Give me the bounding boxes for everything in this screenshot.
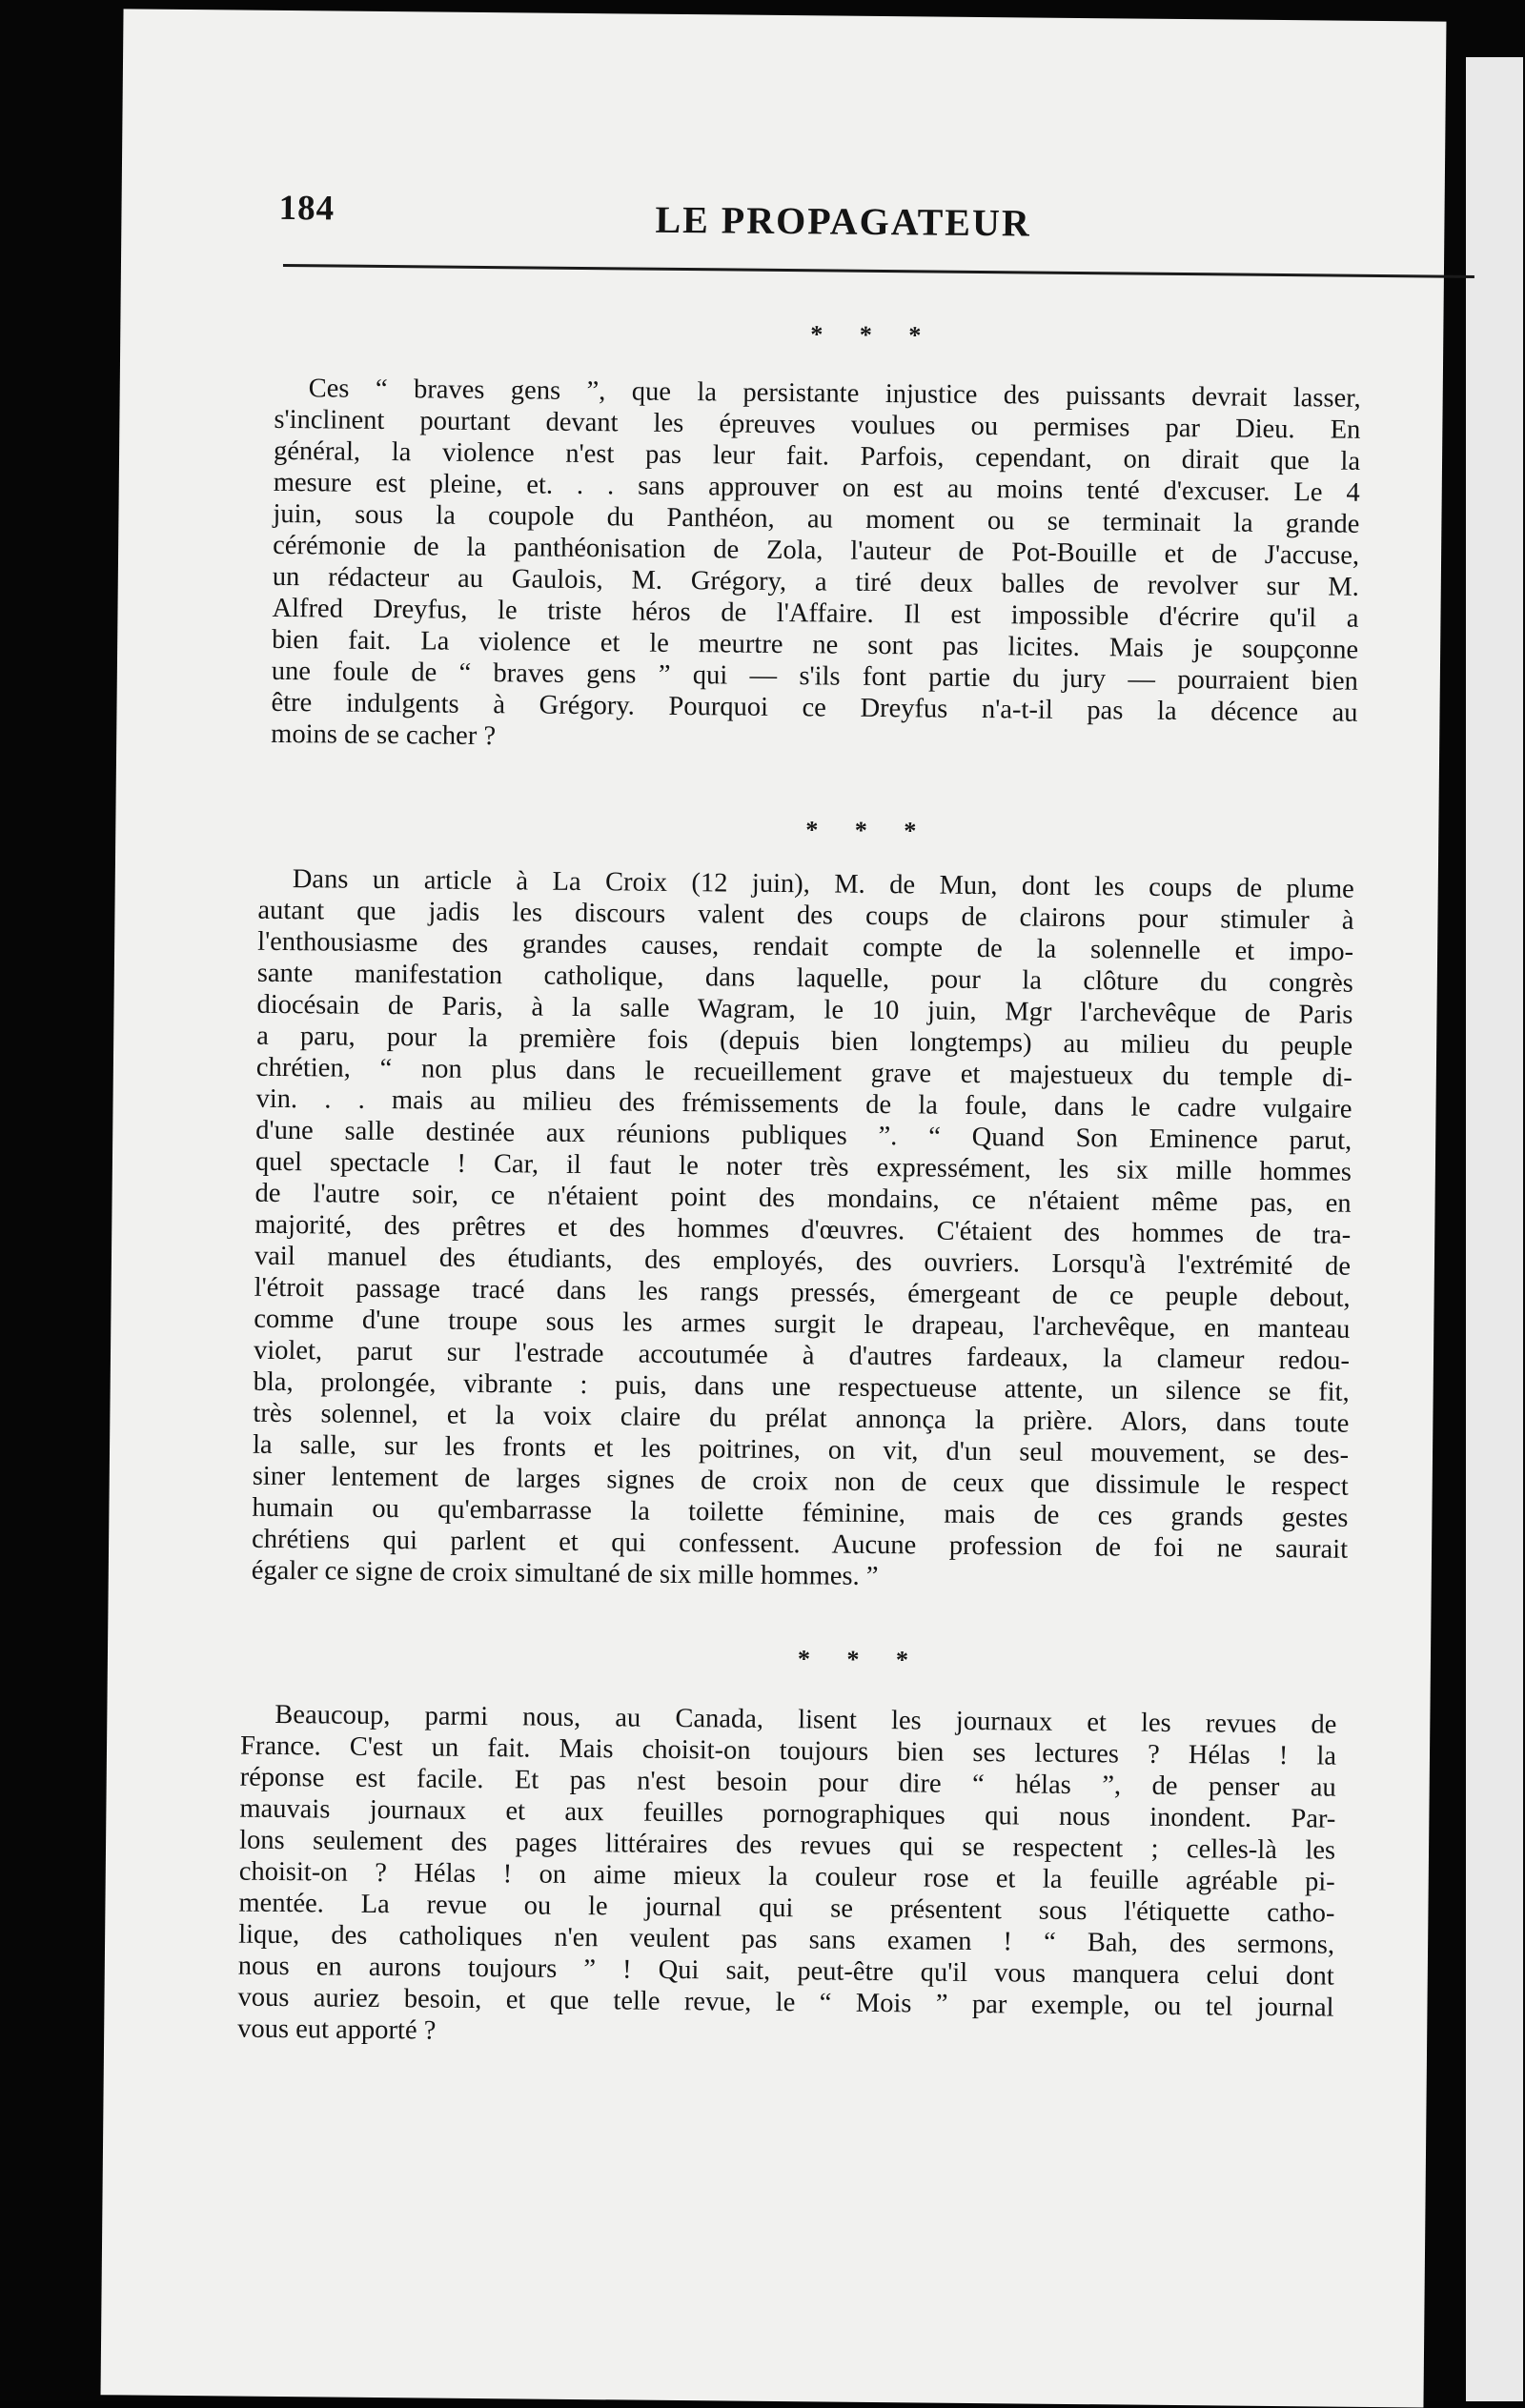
section-separator: * * * (797, 1645, 925, 1674)
text-line: autant que jadis les discours valent des coups de clairons pour stimuler à (257, 895, 1354, 936)
header-rule (283, 264, 1474, 278)
text-line: choisit-on ? Hélas ! on aime mieux la couleur rose et la feuille agréable pi- (238, 1856, 1335, 1897)
text-line: juin, sous la coupole du Panthéon, au moment ou se terminait la grande (273, 498, 1360, 539)
text-line: vail manuel des étudiants, des employés, des ouvriers. Lorsqu'à l'extrémité de (254, 1241, 1352, 1282)
text-line: cérémonie de la panthéonisation de Zola, l'auteur de Pot-Bouille et de J'accuse, (273, 530, 1360, 571)
text-line: Ces “ braves gens ”, que la persistante injustice des puissants devrait lasser, (308, 374, 1361, 414)
text-line: sante manifestation catholique, dans laquelle, pour la clôture du congrès (256, 958, 1353, 999)
running-title: LE PROPAGATEUR (655, 197, 1031, 245)
text-line: lons seulement des pages littéraires des revues qui se respectent ; celles-là les (238, 1825, 1336, 1866)
text-line: mentée. La revue ou le journal qui se présentent sous l'étiquette catho- (238, 1888, 1335, 1929)
text-line: chrétiens qui parlent et qui confessent. Aucune profession de foi ne saurait (251, 1524, 1349, 1565)
text-line: violet, parut sur l'estrade accoutumée à d'autres fardeaux, la clameur redou- (253, 1335, 1351, 1376)
text-line: vin. . . mais au milieu des frémissements de la foule, dans le cadre vulgaire (255, 1083, 1352, 1124)
text-line: humain ou qu'embarrasse la toilette féminine, mais de ces grands gestes (252, 1492, 1349, 1533)
text-line: bien fait. La violence et le meurtre ne sont pas licites. Mais je soupçonne (272, 624, 1359, 665)
paragraph-dreyfus (271, 373, 1361, 760)
text-line: la salle, sur les fronts et les poitrines, on vit, d'un seul mouvement, se des- (252, 1429, 1350, 1470)
text-line: mesure est pleine, et. . . sans approuver on est au moins tenté d'excuser. Le 4 (273, 467, 1360, 508)
text-line: lique, des catholiques n'en veulent pas sans examen ! “ Bah, des sermons, (238, 1919, 1335, 1960)
page-header (278, 188, 1471, 266)
book-page (101, 9, 1447, 2407)
text-line: quel spectacle ! Car, il faut le noter très expressément, les six mille hommes (254, 1146, 1352, 1187)
text-line: comme d'une troupe sous les armes surgit le drapeau, l'archevêque, en manteau (254, 1304, 1351, 1345)
text-line: a paru, pour la première fois (depuis bien longtemps) au milieu du peuple (256, 1021, 1353, 1062)
page-number: 184 (278, 188, 336, 229)
text-line: l'enthousiasme des grandes causes, rendait compte de la solennelle et impo- (257, 926, 1354, 967)
text-line: général, la violence n'est pas leur fait. Parfois, cependant, on dirait que la (273, 435, 1361, 476)
text-line: de l'autre soir, ce n'étaient point des mondains, ce n'étaient même pas, en (254, 1178, 1352, 1219)
text-line: un rédacteur au Gaulois, M. Grégory, a tiré deux balles de revolver sur M. (272, 561, 1359, 602)
text-line: réponse est facile. Et pas n'est besoin pour dire “ hélas ”, de penser au (239, 1762, 1336, 1803)
text-line: Dans un article à La Croix (12 juin), M. de Mun, dont les coups de plume (292, 864, 1354, 904)
text-line: vous eut apporté ? (237, 2013, 437, 2046)
text-line: s'inclinent pourtant devant les épreuves voulues ou permises par Dieu. En (274, 404, 1361, 445)
text-line: diocésain de Paris, à la salle Wagram, le 10 juin, Mgr l'archevêque de Paris (256, 989, 1353, 1030)
text-line: égaler ce signe de croix simultané de six mille hommes. ” (251, 1555, 879, 1592)
text-line: chrétien, “ non plus dans le recueillement grave et majestueux du temple di- (255, 1052, 1352, 1093)
text-line: vous auriez besoin, et que telle revue, le “ Mois ” par exemple, ou tel journal (237, 1982, 1334, 2023)
paragraph-la-croix (252, 863, 1354, 1597)
adjacent-page-edge (1466, 57, 1523, 2401)
text-line: bla, prolongée, vibrante : puis, dans une respectueuse attente, un silence se fit, (253, 1366, 1350, 1407)
text-line: Alfred Dreyfus, le triste héros de l'Affaire. Il est impossible d'écrire qu'il a (272, 593, 1359, 634)
section-separator: * * * (810, 320, 937, 350)
text-line: nous en aurons toujours ” ! Qui sait, peut-être qu'il vous manquera celui dont (237, 1951, 1334, 1992)
text-line: Beaucoup, parmi nous, au Canada, lisent les journaux et les revues de (274, 1699, 1337, 1740)
text-line: une foule de “ braves gens ” qui — s'ils font partie du jury — pourraient bien (271, 656, 1358, 697)
text-line: siner lentement de larges signes de croix non de ceux que dissimule le respect (252, 1461, 1349, 1502)
paragraph-lectures (237, 1699, 1336, 2055)
text-line: majorité, des prêtres et des hommes d'œuvres. C'étaient des hommes de tra- (254, 1209, 1352, 1250)
text-line: moins de se cacher ? (271, 718, 497, 752)
text-line: France. C'est un fait. Mais choisit-on toujours bien ses lectures ? Hélas ! la (239, 1730, 1337, 1771)
text-line: très solennel, et la voix claire du prélat annonça la prière. Alors, dans toute (253, 1398, 1350, 1439)
text-line: être indulgents à Grégory. Pourquoi ce Dreyfus n'a-t-il pas la décence au (271, 687, 1358, 728)
text-line: mauvais journaux et aux feuilles pornographiques qui nous inondent. Par- (239, 1793, 1336, 1834)
section-separator: * * * (805, 816, 932, 845)
text-line: d'une salle destinée aux réunions publiques ”. “ Quand Son Eminence parut, (255, 1115, 1352, 1156)
text-line: l'étroit passage tracé dans les rangs pressés, émergeant de ce peuple debout, (254, 1272, 1351, 1313)
